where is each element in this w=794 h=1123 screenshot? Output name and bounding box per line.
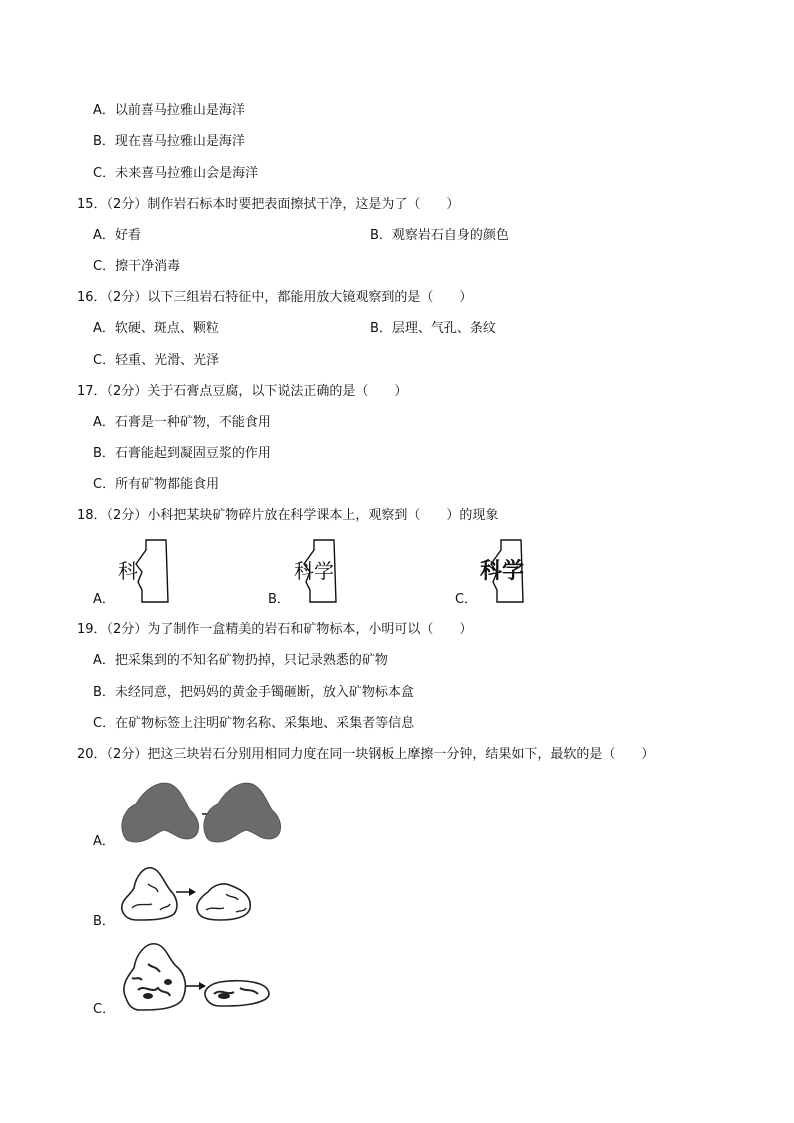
q16-option-a: A．软硬、斑点、颗粒	[93, 321, 219, 336]
q20-b-rock-before	[122, 868, 177, 920]
q18-figure-a	[112, 538, 176, 604]
q14-option-a: A．以前喜马拉雅山是海洋	[93, 103, 245, 118]
q18-c-text: 科学	[480, 558, 525, 584]
q18-b-text: 科学	[294, 559, 334, 583]
q19-option-a: A．把采集到的不知名矿物扔掉，只记录熟悉的矿物	[93, 653, 388, 668]
q20-stem: 20．（2分）把这三块岩石分别用相同力度在同一块钢板上摩擦一分钟，结果如下，最软的是（ ）	[77, 747, 655, 762]
q20-c-rock-before-spot-2	[164, 979, 172, 985]
q14-option-c: C．未来喜马拉雅山会是海洋	[93, 166, 259, 181]
q17-option-b: B．石膏能起到凝固豆浆的作用	[93, 446, 271, 461]
q18-label-c: C．	[455, 592, 478, 607]
q15-option-b: B．观察岩石自身的颜色	[370, 228, 509, 243]
q20-label-b: B．	[93, 914, 115, 929]
q18-figure-b	[290, 538, 350, 604]
q18-label-b: B．	[268, 592, 290, 607]
q19-stem: 19．（2分）为了制作一盒精美的岩石和矿物标本，小明可以（ ）	[77, 622, 473, 637]
q18-stem: 18．（2分）小科把某块矿物碎片放在科学课本上，观察到（ ）的现象	[77, 508, 499, 523]
q14-option-b: B．现在喜马拉雅山是海洋	[93, 134, 245, 149]
q18-figure-c	[477, 538, 537, 604]
q20-b-arrow-head	[189, 888, 196, 896]
q20-label-a: A．	[93, 834, 115, 849]
q20-a-rock-after	[204, 783, 281, 842]
q20-c-rock-before	[124, 944, 186, 1010]
q20-figure-a	[118, 778, 288, 844]
q20-label-c: C．	[93, 1002, 116, 1017]
q17-option-c: C．所有矿物都能食用	[93, 477, 220, 492]
q17-stem: 17．（2分）关于石膏点豆腐，以下说法正确的是（ ）	[77, 384, 408, 399]
q20-b-rock-after	[197, 884, 250, 920]
q16-stem: 16．（2分）以下三组岩石特征中，都能用放大镜观察到的是（ ）	[77, 290, 473, 305]
q19-option-c: C．在矿物标签上注明矿物名称、采集地、采集者等信息	[93, 716, 415, 731]
q16-option-c: C．轻重、光滑、光泽	[93, 353, 220, 368]
q20-c-arrow-head	[199, 982, 206, 990]
q18-a-text: 科	[118, 559, 138, 583]
q15-option-a: A．好看	[93, 228, 141, 243]
q18-label-a: A．	[93, 592, 115, 607]
q20-figure-c	[118, 938, 278, 1014]
q18-a-fragment	[136, 540, 168, 602]
q20-a-rock-before	[122, 783, 199, 842]
q20-c-rock-after-spot	[218, 993, 230, 999]
q16-option-b: B．层理、气孔、条纹	[370, 321, 496, 336]
q20-c-rock-before-spot	[143, 993, 153, 999]
q19-option-b: B．未经同意，把妈妈的黄金手镯砸断，放入矿物标本盒	[93, 685, 414, 700]
q17-option-a: A．石膏是一种矿物，不能食用	[93, 415, 271, 430]
q20-figure-b	[118, 862, 268, 924]
q15-option-c: C．擦干净消毒	[93, 259, 181, 274]
q15-stem: 15．（2分）制作岩石标本时要把表面擦拭干净，这是为了（ ）	[77, 197, 460, 212]
